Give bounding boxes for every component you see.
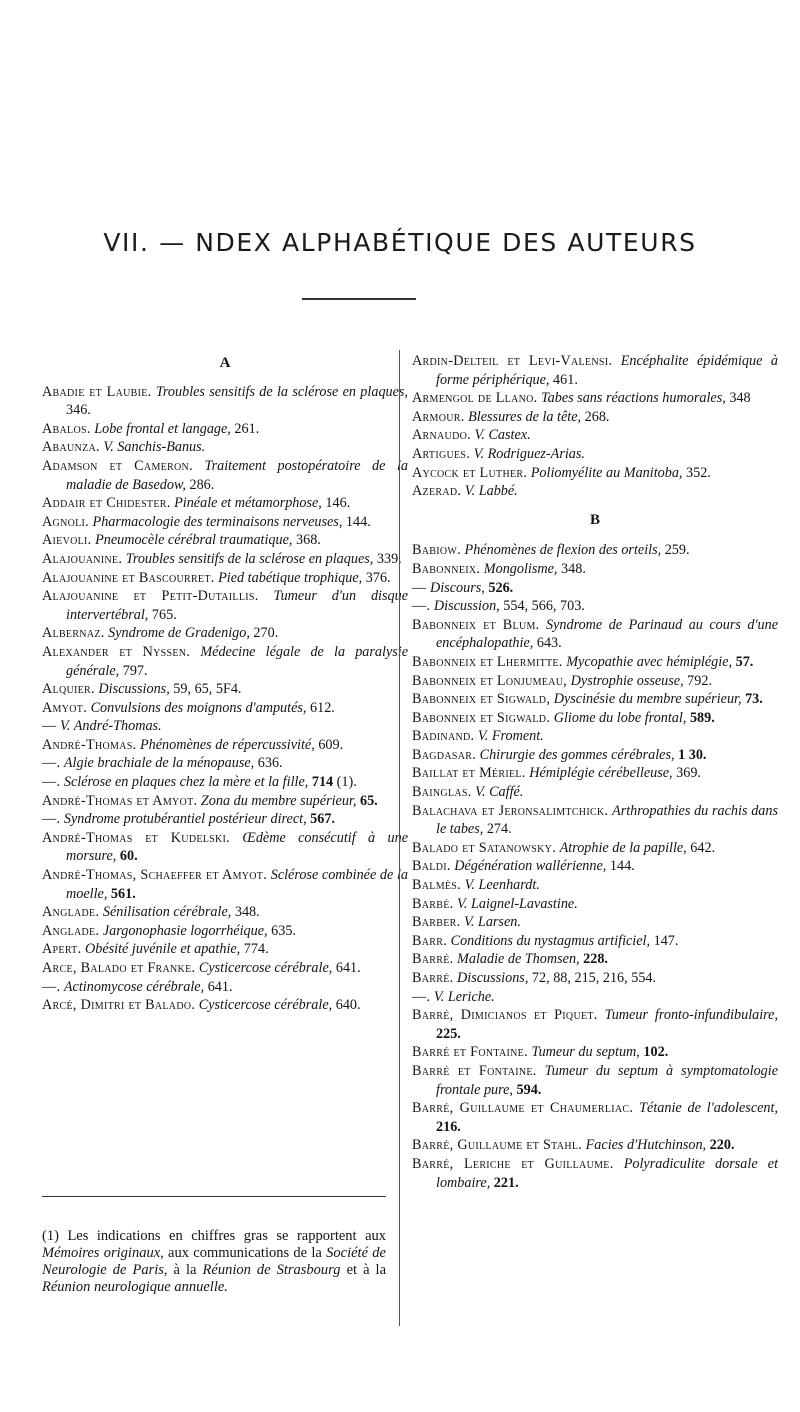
entry-authors: Babonneix et Sigwald. [412,709,551,726]
footnote-italic-2: Société de Neurologie de Paris [42,1245,386,1278]
entry-title: Discussions, [457,970,529,986]
index-entry [42,773,408,792]
entry-authors: Ardin-Delteil et Levi-Valensi. [412,353,613,369]
index-entry [42,792,408,811]
index-entry [42,680,408,699]
entry-title: Lobe frontal et langage, [94,420,231,437]
index-entry [42,383,408,420]
index-entry [42,550,408,569]
entry-pages: 765. [151,606,177,623]
index-entry [42,996,408,1015]
entry-pages: 643. [536,635,562,652]
entry-title: Dystrophie osseuse, [570,672,684,689]
entry-title: Zona du membre supérieur, [200,792,357,809]
entry-pages: 376. [365,569,391,586]
entry-pages: 225. [436,1025,461,1042]
entry-authors: Balmès. [412,877,462,894]
entry-pages: 352. [686,464,711,481]
index-entry [42,978,408,997]
entry-title: Facies d'Hutchinson, [585,1137,707,1154]
index-entry [412,560,778,579]
entry-authors: Babonneix et Lonjumeau, [412,672,568,689]
entry-authors: Amyot. [42,699,88,716]
entry-title: Arthropathies du rachis dans le tabes, [436,802,778,838]
entry-title: Gliome du lobe frontal, [553,709,687,726]
entry-authors: —. [42,774,61,791]
index-entry [412,352,778,389]
entry-title: V. Leriche. [433,988,495,1005]
index-entry [412,426,778,445]
entry-authors: Barré, Guillaume et Chaumerliac. [412,1100,634,1117]
entry-title: V. Rodriguez-Arias. [473,445,585,462]
entry-authors: Baillat et Mériel. [412,765,526,782]
index-entry [412,1155,778,1192]
entry-title: Traitement postopératoire de la maladie de Basedow, [66,457,408,493]
index-entry [412,1043,778,1062]
index-entry [412,746,778,765]
entry-authors: Addair et Chidester. [42,495,171,512]
index-entry [412,541,778,560]
entry-pages: 57. [735,653,754,670]
entry-authors: Abaunza. [42,439,100,456]
index-entry [42,717,408,736]
entry-authors: Anglade. [42,922,100,939]
index-entry [412,653,778,672]
index-entry [412,783,778,802]
entry-title: Polyradiculite dorsale et lombaire, [436,1155,779,1191]
index-entry [42,643,408,680]
entry-title: Tumeur du septum à symptomatologie frontale pure, [436,1062,778,1098]
index-entry [42,829,408,866]
entry-pages: 60. [119,848,138,865]
entry-authors: Alexander et Nyssen. [42,643,191,660]
entry-authors: Aievoli. [42,532,92,549]
entry-authors: Barbé. [412,895,454,912]
entry-title: Troubles sensitifs de la sclérose en plaques, [155,383,408,400]
entry-pages: 561. [110,885,136,902]
entry-title: Cysticercose cérébrale, [198,997,333,1014]
entry-pages: 221. [493,1174,519,1191]
entry-title: Troubles sensitifs de la sclérose en plaques, [125,550,374,567]
footnote-rule [42,1196,386,1197]
index-entry [412,857,778,876]
entry-authors: Apert. [42,941,82,958]
entry-authors: Barré et Fontaine. [412,1044,528,1061]
entry-pages: 635. [271,922,296,939]
entry-authors: Baldi. [412,858,451,875]
entry-title: V. André-Thomas. [60,718,162,735]
index-entry [42,420,408,439]
index-entry [412,1099,778,1136]
index-entry [412,445,778,464]
entry-authors: —. [412,988,431,1005]
entry-list-a-continued [412,352,778,501]
entry-pages: 612. [310,699,335,716]
section-letter-a: A [219,355,231,371]
index-entry [42,494,408,513]
entry-pages: 797. [122,662,148,679]
footnote-text-3: , à la [163,1262,203,1278]
entry-title: V. Sanchis-Banus. [103,439,206,456]
footnote-italic-4: Réunion neurologique annuelle. [42,1279,228,1295]
entry-authors: Alajouanine et Petit-Dutaillis. [42,588,259,605]
index-entry [42,903,408,922]
entry-pages: 146. [325,495,351,512]
entry-pages: 274. [486,821,512,838]
entry-authors: Barber. [412,914,461,931]
entry-authors: Babiow. [412,542,461,559]
entry-title: Cysticercose cérébrale, [198,960,333,976]
entry-title: Pied tabétique trophique, [218,569,363,586]
entry-title: V. Larsen. [464,914,521,931]
entry-title: Discussions, [98,681,170,698]
entry-title: Actinomycose cérébrale, [63,978,205,995]
index-entry [412,389,778,408]
entry-title: Discours, [430,579,485,596]
entry-title: Syndrome de Gradenigo, [108,625,250,642]
entry-authors: Bagdasar. [412,746,477,763]
index-entry [42,587,408,624]
entry-pages: 286. [189,476,215,493]
entry-pages: 641. [207,978,233,995]
entry-title: Obésité juvénile et apathie, [85,941,241,958]
entry-pages: 368. [296,532,321,549]
entry-pages: 65. [359,792,378,809]
entry-authors: Armour. [412,408,465,425]
entry-title: Phénomènes de flexion des orteils, [464,542,662,559]
footnote-marker: (1) [42,1228,59,1244]
entry-authors: André-Thomas. [42,736,137,753]
index-entry [412,969,778,988]
index-entry [412,802,778,839]
entry-pages: 147. [653,932,679,949]
index-entry [412,932,778,951]
entry-authors: Barré. [412,970,454,986]
index-entry [42,457,408,494]
entry-authors: Barré, Guillaume et Stahl. [412,1137,583,1154]
index-entry [412,482,778,501]
entry-authors: Babonneix. [412,560,481,577]
right-column [412,352,778,1192]
index-entry [42,531,408,550]
index-entry [42,940,408,959]
entry-pages: 369. [676,765,701,782]
index-entry [412,895,778,914]
entry-title: Syndrome de Parinaud au cours d'une encéphalopathie, [436,616,779,652]
entry-pages: 216. [436,1118,461,1135]
entry-pages: 589. [689,709,715,726]
entry-authors: Agnoli. [42,513,89,530]
entry-pages: 73. [745,691,763,708]
entry-authors: —. [412,598,431,615]
entry-title: Phénomènes de répercussivité, [139,736,315,753]
entry-title: V. Laignel-Lavastine. [457,895,578,912]
entry-title: Chirurgie des gommes cérébrales, [479,746,675,763]
entry-pages: 554, 566, 703. [503,598,585,615]
entry-authors: André-Thomas et Amyot. [42,792,198,809]
column-divider [399,350,400,1326]
index-entry [42,736,408,755]
page-title: VII. — NDEX ALPHABÉTIQUE DES AUTEURS [103,228,697,257]
index-entry [412,913,778,932]
entry-title: Pharmacologie des terminaisons nerveuses, [92,513,343,530]
entry-title: Convulsions des moignons d'amputés, [90,699,307,716]
footnote-text-2: , aux communications de la [160,1245,327,1261]
entry-title: Tumeur du septum, [531,1044,640,1061]
entry-pages: 259. [664,542,690,559]
index-entry [412,464,778,483]
entry-authors: Balachava et Jeronsalimtchick. [412,802,609,819]
entry-authors: Abalos. [42,420,91,437]
entry-authors: Bainglas. [412,784,472,801]
entry-authors: Barr. [412,932,448,949]
footnote-text-1: Les indications en chiffres gras se rapportent aux [67,1228,387,1244]
entry-pages: 642. [690,839,716,856]
entry-authors: Arce, Balado et Franke. [42,960,196,976]
entry-title: V. Caffé. [475,784,524,801]
entry-authors: Barré. [412,951,454,968]
entry-authors: Adamson et Cameron. [42,457,193,474]
index-entry [412,408,778,427]
title-underline [302,298,416,300]
entry-authors: Babonneix et Sigwald, [412,691,551,708]
entry-title: Sénilisation cérébrale, [102,904,232,921]
index-entry [42,866,408,903]
entry-title: Tumeur d'un disque intervertébral, [66,588,408,623]
entry-pages: 346. [66,402,91,419]
index-entry [412,1136,778,1155]
entry-authors: André-Thomas, Schaeffer et Amyot. [42,867,268,884]
index-entry [412,616,778,653]
entry-authors: —. [42,811,61,828]
section-letter-b: B [589,511,600,528]
entry-authors: Anglade. [42,904,100,921]
entry-title: Sclérose en plaques chez la mère et la fille, [63,774,309,791]
entry-authors: Albernaz. [42,625,105,642]
entry-pages: 72, 88, 215, 216, 554. [531,970,657,986]
entry-pages: 640. [335,997,361,1014]
entry-title: Hémiplégie cérébelleuse, [529,765,673,782]
entry-title: Maladie de Thomsen, [457,951,580,968]
entry-authors: Barré, Dimicianos et Piquet. [412,1007,598,1024]
entry-pages: 461. [553,371,578,388]
left-column [42,352,408,1015]
index-entry [412,579,778,598]
entry-authors: Arcé, Dimitri et Balado. [42,997,196,1014]
entry-authors: André-Thomas et Kudelski. [42,829,231,846]
index-entry [412,839,778,858]
entry-pages: 59, 65, 5F4. [173,681,242,698]
entry-title: Blessures de la tête, [468,408,582,425]
entry-authors: Babonneix et Lhermitte. [412,653,563,670]
entry-pages: 339. [376,550,402,567]
index-entry [42,810,408,829]
entry-title: Sclérose combinée de la moelle, [66,867,408,902]
entry-authors: Arnaudo. [412,427,471,444]
entry-pages: 348. [561,560,586,577]
entry-authors: — [412,579,427,596]
entry-authors: Alajouanine et Bascourret. [42,569,215,586]
entry-title: Mongolisme, [483,560,558,577]
index-entry [42,754,408,773]
entry-title: Dégénération wallérienne, [454,858,607,875]
entry-pages: 144. [609,858,635,875]
entry-pages: 261. [234,420,260,437]
index-entry [412,1062,778,1099]
entry-pages: 348 [729,390,751,407]
entry-title: Tétanie de l'adolescent, [639,1100,779,1117]
entry-title: Tabes sans réactions humorales, [541,390,726,407]
entry-pages: 609. [318,736,344,753]
entry-authors: Barré, Leriche et Guillaume. [412,1155,614,1172]
index-entry [412,672,778,691]
entry-authors: Badinand. [412,728,475,745]
index-entry [42,624,408,643]
entry-title: V. Castex. [474,427,531,444]
index-entry [412,876,778,895]
entry-title: Poliomyélite au Manitoba, [530,464,683,481]
index-entry [412,709,778,728]
entry-authors: Abadie et Laubie. [42,383,152,400]
entry-pages: 228. [583,951,608,968]
entry-authors: — [42,718,57,735]
footnote-italic-3: Réunion de Strasbourg [202,1262,341,1278]
entry-title: Dyscinésie du membre supérieur, [553,691,742,708]
entry-pages: 144. [345,513,371,530]
entry-list-b [412,541,778,1192]
entry-authors: Azerad. [412,483,462,500]
entry-list-a [42,383,408,1015]
index-entry [42,699,408,718]
index-entry [412,988,778,1007]
entry-pages: 714 [311,774,334,791]
entry-authors: Alquier. [42,681,95,698]
entry-pages: 102. [643,1044,669,1061]
index-entry [412,1006,778,1043]
entry-pages: 641. [335,960,361,976]
entry-pages: 1 30. [678,746,707,763]
footnote-text-4: et à la [340,1262,386,1278]
entry-title: Tumeur fronto-infundibulaire, [604,1007,779,1024]
entry-title: Jargonophasie logorrhéique, [102,922,268,939]
entry-title: V. Leenhardt. [464,877,540,894]
entry-title: Algie brachiale de la ménopause, [63,755,255,772]
entry-title: Syndrome protubérantiel postérieur direct, [63,811,307,828]
entry-note: (1). [336,774,357,791]
entry-authors: Balado et Satanowsky. [412,839,557,856]
entry-pages: 220. [709,1137,735,1154]
entry-authors: Barré et Fontaine. [412,1062,537,1079]
entry-title: Discussion, [433,598,500,615]
entry-authors: Babonneix et Blum. [412,616,540,633]
entry-authors: —. [42,755,61,772]
entry-authors: Artigues. [412,445,471,462]
index-entry [412,764,778,783]
entry-authors: —. [42,978,61,995]
entry-title: Mycopathie avec hémiplégie, [566,653,733,670]
footnote [42,1228,386,1296]
index-entry [412,690,778,709]
index-entry [42,513,408,532]
entry-pages: 567. [310,811,335,828]
entry-pages: 270. [253,625,279,642]
entry-title: V. Labbé. [464,483,518,500]
entry-pages: 348. [234,904,260,921]
entry-authors: Alajouanine. [42,550,123,567]
entry-authors: Aycock et Luther. [412,464,528,481]
index-entry [412,727,778,746]
entry-pages: 526. [488,579,514,596]
entry-pages: 792. [687,672,712,689]
entry-pages: 594. [516,1081,542,1098]
index-entry [42,438,408,457]
index-entry [412,950,778,969]
index-entry [42,959,408,978]
entry-pages: 774. [243,941,269,958]
entry-title: Œdème consécutif à une morsure, [66,829,408,865]
entry-title: Conditions du nystagmus artificiel, [450,932,651,949]
entry-title: Médecine légale de la paralysie générale, [66,643,409,679]
index-entry [412,597,778,616]
entry-title: Encéphalite épidémique à forme périphérique, [436,353,779,388]
entry-title: Pinéale et métamorphose, [174,495,322,512]
entry-title: V. Froment. [477,728,544,745]
entry-pages: 636. [257,755,283,772]
entry-title: Atrophie de la papille, [559,839,687,856]
entry-authors: Armengol de Llano. [412,390,538,407]
entry-title: Pneumocèle cérébral traumatique, [95,532,293,549]
index-entry [42,922,408,941]
footnote-italic-1: Mémoires originaux [42,1245,161,1261]
entry-pages: 268. [584,408,610,425]
index-entry [42,569,408,588]
